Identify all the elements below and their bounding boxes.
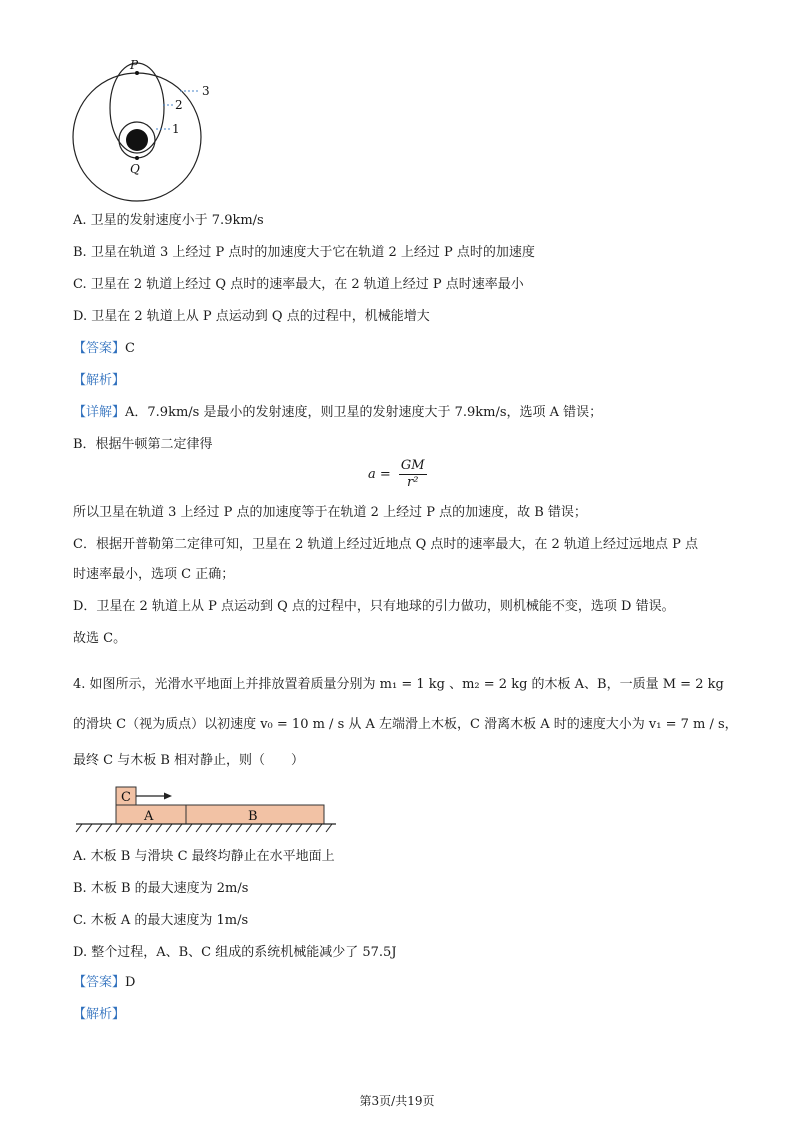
q3-option-b: B. 卫星在轨道 3 上经过 P 点时的加速度大于它在轨道 2 上经过 P 点时的加速度 xyxy=(73,245,535,260)
page-footer: 第3页/共19页 xyxy=(359,1094,435,1108)
q3-answer-line xyxy=(73,340,135,358)
q4-option-b: B. 木板 B 的最大速度为 2m/s xyxy=(73,881,249,896)
point-q-dot xyxy=(135,156,139,160)
boards-figure xyxy=(70,785,340,835)
q3-detail-d: D．卫星在 2 轨道上从 P 点运动到 Q 点的过程中，只有地球的引力做功，则机械能不变，选项 D 错误。 xyxy=(73,599,675,614)
q4-option-c: C. 木板 A 的最大速度为 1m/s xyxy=(73,913,249,928)
q3-detail-b2: 所以卫星在轨道 3 上经过 P 点的加速度等于在轨道 2 上经过 P 点的加速度，故 B 错误； xyxy=(73,505,587,520)
q4-option-a: A. 木板 B 与滑块 C 最终均静止在水平地面上 xyxy=(73,849,335,864)
q3-option-a: A. 卫星的发射速度小于 7.9km/s xyxy=(73,213,264,228)
formula-denominator: r² xyxy=(407,475,419,490)
label-q: Q xyxy=(130,162,140,176)
formula-fraction xyxy=(399,458,427,491)
q3-detail-a xyxy=(73,404,602,422)
label-1: 1 xyxy=(172,122,180,136)
q3-analysis-tag: 【解析】 xyxy=(73,373,126,388)
formula-numerator: GM xyxy=(400,458,425,473)
acceleration-formula xyxy=(368,458,427,491)
earth-disc xyxy=(126,129,148,151)
q3-detail-a-text: A．7.9km/s 是最小的发射速度，则卫星的发射速度大于 7.9km/s，选项 A 错误； xyxy=(125,405,603,420)
label-3: 3 xyxy=(202,84,210,98)
q3-conclusion: 故选 C。 xyxy=(73,631,127,646)
answer-tag: 【答案】 xyxy=(73,341,126,356)
q4-answer-line xyxy=(73,974,135,992)
velocity-arrow-head xyxy=(164,793,172,800)
board-a-label: A xyxy=(144,809,154,824)
q3-answer-value: C xyxy=(125,341,135,356)
detail-tag: 【详解】 xyxy=(73,405,126,420)
q3-option-c: C. 卫星在 2 轨道上经过 Q 点时的速率最大，在 2 轨道上经过 P 点时速率最小 xyxy=(73,277,524,292)
q3-detail-b: B．根据牛顿第二定律得 xyxy=(73,437,213,452)
label-p: P xyxy=(130,58,139,72)
q3-detail-c2: 时速率最小，选项 C 正确； xyxy=(73,567,235,582)
formula-lhs: a = xyxy=(368,467,391,482)
q3-detail-c1: C．根据开普勒第二定律可知，卫星在 2 轨道上经过近地点 Q 点时的速率最大，在 2 轨道上经过远地点 P 点 xyxy=(73,537,698,552)
q4-answer-tag: 【答案】 xyxy=(73,975,126,990)
q4-stem-line2: 的滑块 C（视为质点）以初速度 v₀ = 10 m / s 从 A 左端滑上木板，C 滑离木板 A 时的速度大小为 v₁ = 7 m / s， xyxy=(73,717,738,732)
q4-answer-value: D xyxy=(125,975,136,990)
q4-option-d: D. 整个过程，A、B、C 组成的系统机械能减少了 57.5J xyxy=(73,945,397,960)
q4-stem-line3: 最终 C 与木板 B 相对静止，则（ ） xyxy=(73,753,305,768)
q4-stem-line1: 4. 如图所示，光滑水平地面上并排放置着质量分别为 m₁ = 1 kg 、m₂ = 2 kg 的木板 A、B，一质量 M = 2 kg xyxy=(73,677,724,692)
label-2: 2 xyxy=(175,98,183,112)
block-c-label: C xyxy=(121,790,131,805)
q3-option-d: D. 卫星在 2 轨道上从 P 点运动到 Q 点的过程中，机械能增大 xyxy=(73,309,430,324)
board-b-label: B xyxy=(248,809,258,824)
orbit-figure xyxy=(60,55,230,205)
q4-analysis-tag: 【解析】 xyxy=(73,1007,126,1022)
ground-hatching xyxy=(76,824,332,832)
